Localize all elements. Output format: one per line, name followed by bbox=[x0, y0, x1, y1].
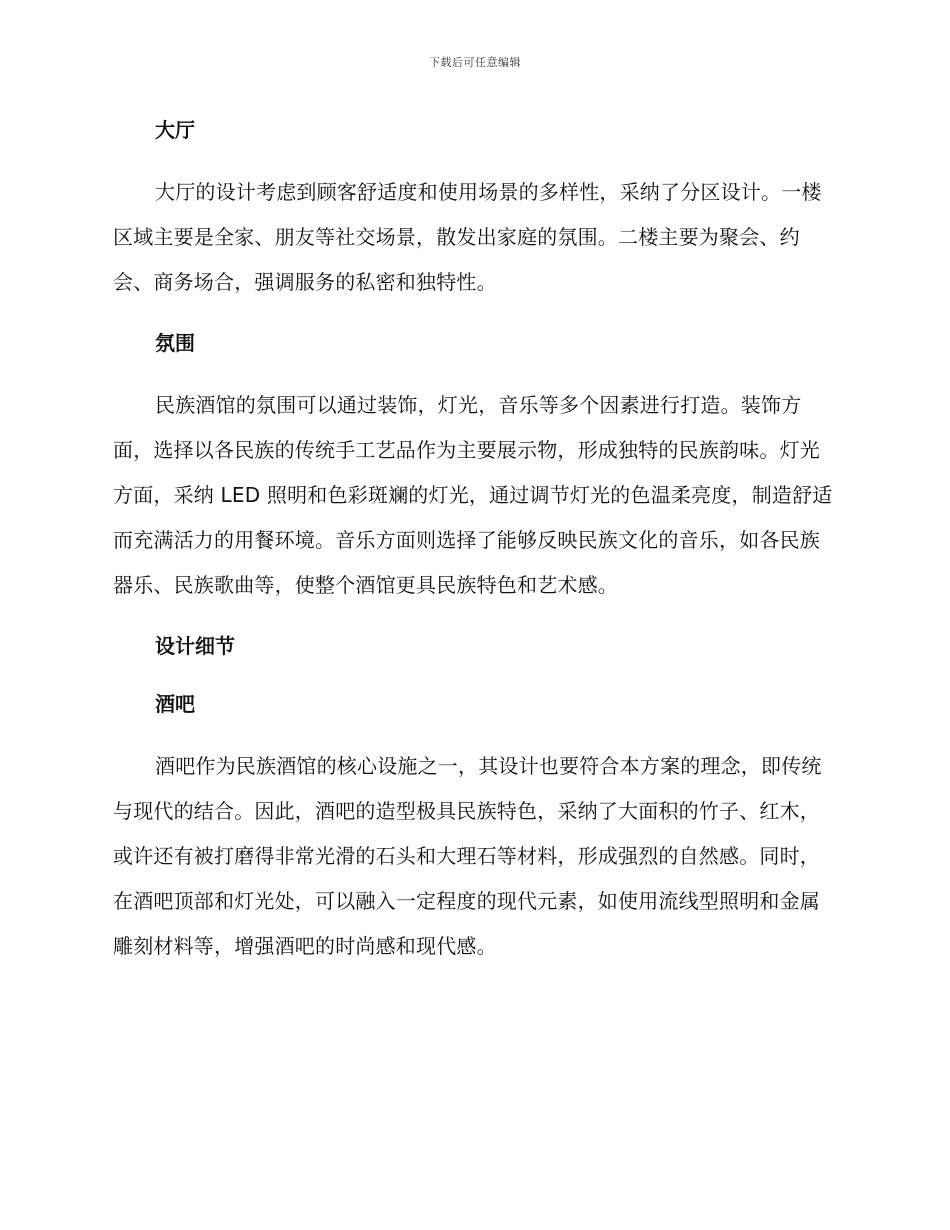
document-body bbox=[113, 112, 833, 989]
section-heading-atmosphere: 氛围 bbox=[155, 331, 195, 355]
section-heading-design-details: 设计细节 bbox=[155, 634, 235, 658]
section-heading-bar: 酒吧 bbox=[155, 692, 195, 716]
page-header: 下载后可任意编辑 bbox=[429, 56, 521, 69]
paragraph-atmosphere: 民族酒馆的氛围可以通过装饰，灯光，音乐等多个因素进行打造。装饰方面，选择以各民族的传统手工艺品作为主要展示物，形成独特的民族韵味。灯光方面，采纳 LED 照明和色彩斑斓的灯光，通过调节灯光的色温柔亮度，制造舒适而充满活力的用餐环境。音乐方面则选择了能够反映民族文化的音乐，如各民族器乐、民族歌曲等，使整个酒馆更具民族特色和艺术感。 bbox=[113, 393, 833, 597]
paragraph-lobby: 大厅的设计考虑到顾客舒适度和使用场景的多样性，采纳了分区设计。一楼区域主要是全家、朋友等社交场景，散发出家庭的氛围。二楼主要为聚会、约会、商务场合，强调服务的私密和独特性。 bbox=[113, 180, 822, 294]
paragraph-bar: 酒吧作为民族酒馆的核心设施之一，其设计也要符合本方案的理念，即传统与现代的结合。因此，酒吧的造型极具民族特色，采纳了大面积的竹子、红木，或许还有被打磨得非常光滑的石头和大理石等材料，形成强烈的自然感。同时，在酒吧顶部和灯光处，可以融入一定程度的现代元素，如使用流线型照明和金属雕刻材料等，增强酒吧的时尚感和现代感。 bbox=[113, 754, 822, 958]
section-heading-lobby: 大厅 bbox=[155, 118, 195, 142]
